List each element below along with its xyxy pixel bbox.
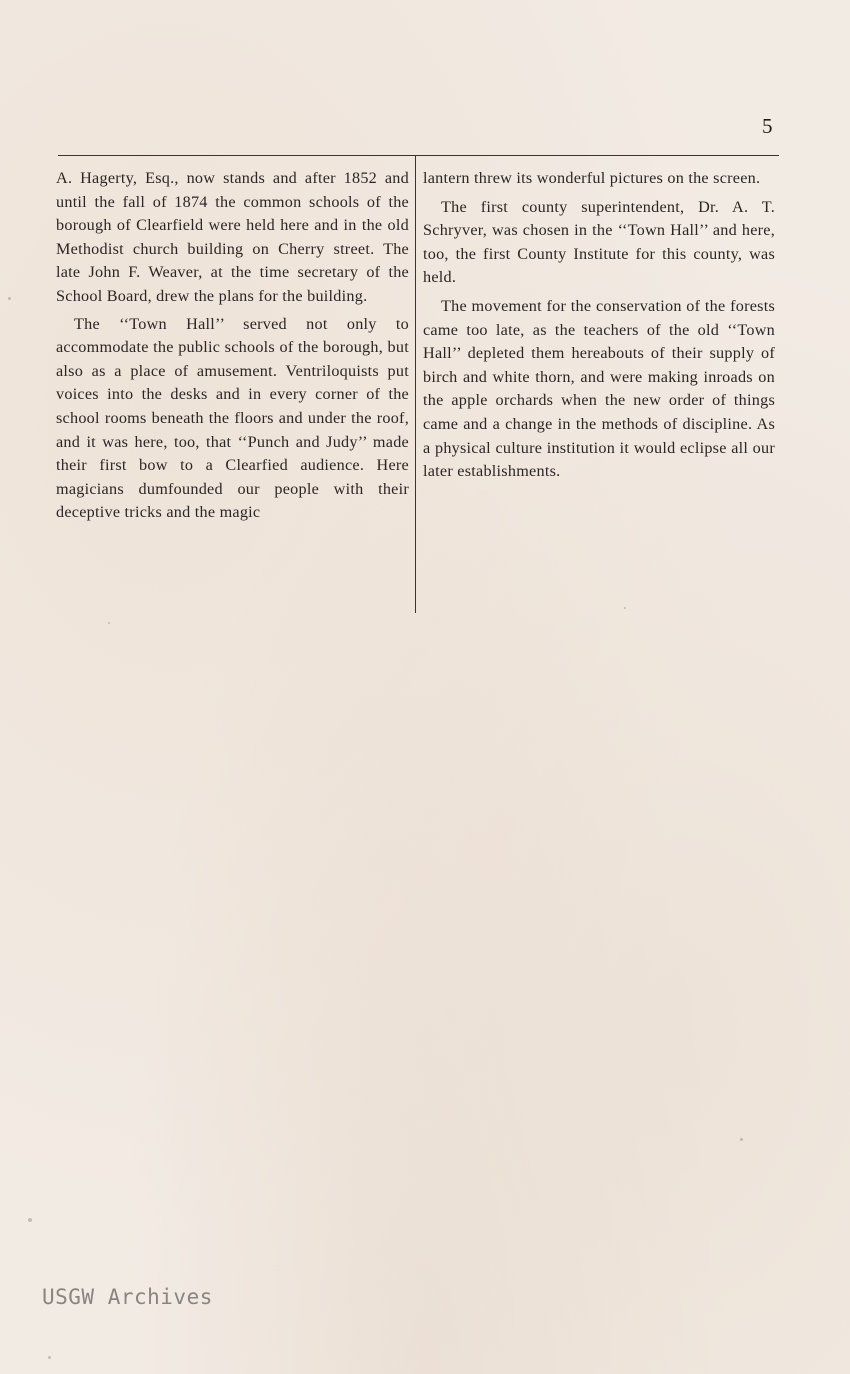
right-paragraph-1: lantern threw its wonderful pictures on the screen. <box>423 169 761 187</box>
page-number: 5 <box>762 114 773 138</box>
left-paragraph-2: The ‘‘Town Hall’’ served not only to accommodate the public schools of the borough, but also as a place of amusement. Ventriloquists put voices into the desks and in every corner of the school rooms beneath the floors and under the roof, and it was here, too, that ‘‘Punch and Judy’’ made their first bow to a Clearfied audience. Here magicians dumfounded our people with their deceptive tricks and the magic <box>56 314 409 522</box>
left-paragraph-1: A. Hagerty, Esq., now stands and after 1852 and until the fall of 1874 the common schools of the borough of Clearfield were held here and in the old Methodist church building on Cherry street. The late John F. Weaver, at the time secretary of the School Board, drew the plans for the building. <box>56 169 409 305</box>
paper-speck <box>740 1138 743 1141</box>
paper-speck <box>28 1218 32 1222</box>
header-rule <box>58 155 779 156</box>
right-paragraph-3: The movement for the conservation of the forests came too late, as the teachers of the old ‘‘Town Hall’’ depleted them hereabouts of their supply of birch and white thorn, and were making inroads on the apple orchards when the new order of things came and a change in the methods of discipline. As a physical culture institution it would eclipse all our later establishments. <box>423 296 775 481</box>
paper-speck <box>8 297 11 300</box>
right-column <box>423 167 775 484</box>
left-column <box>56 167 409 525</box>
right-paragraph-2: The first county superintendent, Dr. A. T. Schryver, was chosen in the ‘‘Town Hall’’ and here, too, the first County Institute for this county, was held. <box>423 197 775 287</box>
paper-speck <box>48 1356 51 1359</box>
archive-watermark: USGW Archives <box>42 1285 213 1309</box>
paper-speck <box>624 607 626 609</box>
column-divider <box>415 155 416 613</box>
paper-speck <box>108 622 110 624</box>
